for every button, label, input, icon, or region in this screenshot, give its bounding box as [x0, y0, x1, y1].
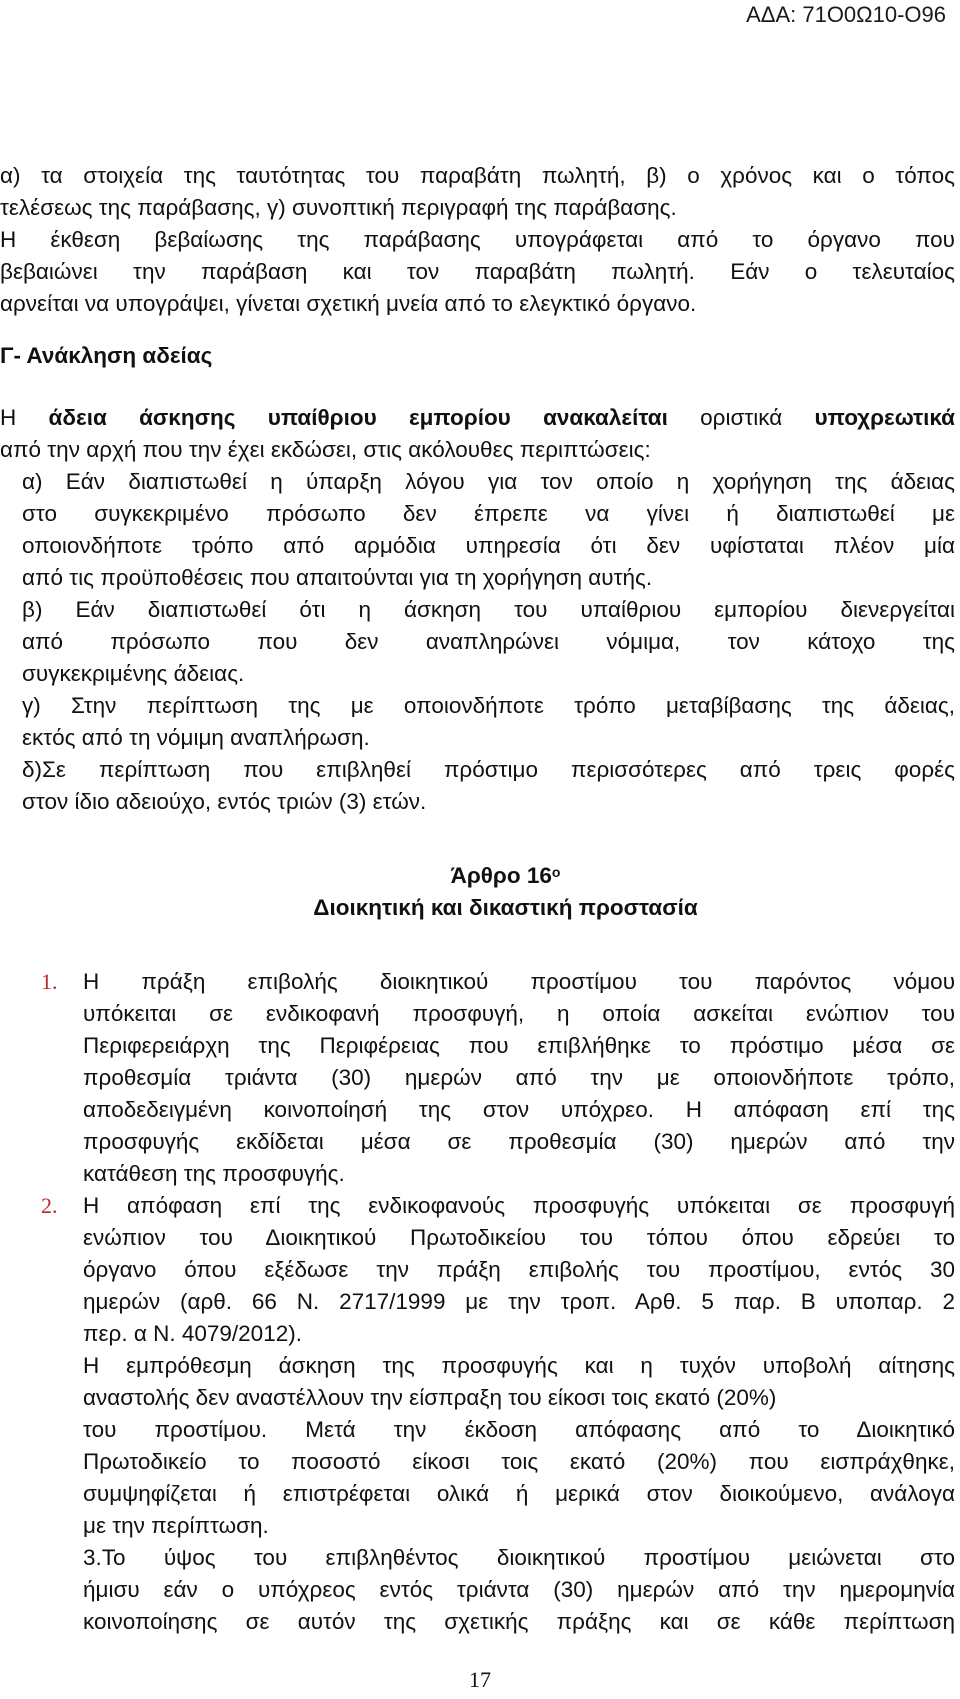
text-line: τελέσεως της παράβασης, γ) συνοπτική περιγραφή της παράβασης. — [0, 195, 677, 220]
list-item — [0, 594, 955, 690]
bold-text-run: άδεια άσκησης υπαίθριου εμπορίου ανακαλείται — [48, 405, 668, 430]
text-line: του προστίμου. Μετά την έκδοση απόφασης από το Διοικητικό — [83, 1417, 955, 1442]
text-line: προσφυγής εκδίδεται μέσα σε προθεσμία (30) ημερών από την — [83, 1129, 955, 1154]
numbered-paragraph — [0, 966, 955, 1190]
text-line: από πρόσωπο που δεν αναπληρώνει νόμιμα, τον κάτοχο της — [22, 629, 955, 654]
article-title-text: Άρθρο 16 — [450, 863, 552, 888]
text-line: οποιονδήποτε τρόπο από αρμόδια υπηρεσία ότι δεν υφίσταται πλέον μία — [22, 533, 955, 558]
section-g-paragraph — [0, 402, 955, 818]
text-line: ημερών (αρθ. 66 Ν. 2717/1999 με την τροπ. Αρθ. 5 παρ. Β υποπαρ. 2 — [83, 1289, 955, 1314]
text-line: με την περίπτωση. — [83, 1513, 269, 1538]
spacer — [0, 818, 955, 860]
list-item — [0, 466, 955, 594]
bold-text-run: υποχρεωτικά — [814, 405, 955, 430]
list-item — [0, 690, 955, 754]
text-line: 3.Το ύψος του επιβληθέντος διοικητικού προστίμου μειώνεται στο — [83, 1545, 955, 1570]
text-line: αναστολής δεν αναστέλλουν την είσπραξη του είκοσι τοις εκατό (20%) — [83, 1385, 777, 1410]
text-line: συγκεκριμένης άδειας. — [22, 661, 245, 686]
text-line: υπόκειται σε ενδικοφανή προσφυγή, η οποία ασκείται ενώπιον του — [83, 1001, 955, 1026]
text-line: συμψηφίζεται ή επιστρέφεται ολικά ή μερικά στον διοικούμενο, ανάλογα — [83, 1481, 955, 1506]
text-line: περ. α Ν. 4079/2012). — [83, 1321, 302, 1346]
text-line: Η εμπρόθεσμη άσκηση της προσφυγής και η τυχόν υποβολή αίτησης — [83, 1353, 955, 1378]
text-line: κατάθεση της προσφυγής. — [83, 1161, 345, 1186]
document-body — [0, 160, 955, 1638]
text-line: αποδεδειγμένη κοινοποίησή της στον υπόχρεο. Η απόφαση επί της — [83, 1097, 955, 1122]
paragraph-number: 1. — [41, 969, 58, 994]
text-line: Η έκθεση βεβαίωσης της παράβασης υπογράφεται από το όργανο που — [0, 227, 955, 252]
intro-paragraph — [0, 160, 955, 320]
page-number: 17 — [469, 1667, 491, 1692]
text-line: κοινοποίησης σε αυτόν της σχετικής πράξης και σε κάθε περίπτωση — [83, 1609, 955, 1634]
section-heading: Γ- Ανάκληση αδείας — [0, 343, 213, 368]
text-line: στο συγκεκριμένο πρόσωπο δεν έπρεπε να γίνει ή διαπιστωθεί με — [22, 501, 955, 526]
text-line: Περιφερειάρχη της Περιφέρειας που επιβλήθηκε το πρόστιμο μέσα σε — [83, 1033, 955, 1058]
spacer — [0, 924, 955, 966]
text-line: προθεσμία τριάντα (30) ημερών από την με οποιονδήποτε τρόπο, — [83, 1065, 955, 1090]
text-line: β) Εάν διαπιστωθεί ότι η άσκηση του υπαίθριου εμπορίου διενεργείται — [22, 597, 955, 622]
text-line: δ)Σε περίπτωση που επιβληθεί πρόστιμο περισσότερες από τρεις φορές — [22, 757, 955, 782]
text-line: βεβαιώνει την παράβαση και τον παραβάτη πωλητή. Εάν ο τελευταίος — [0, 259, 955, 284]
text-line: ενώπιον του Διοικητικού Πρωτοδικείου του τόπου όπου εδρεύει το — [83, 1225, 955, 1250]
text-line: α) Εάν διαπιστωθεί η ύπαρξη λόγου για τον οποίο η χορήγηση της άδειας — [22, 469, 955, 494]
text-run: οριστικά — [667, 405, 815, 430]
text-line: ήμισυ εάν ο υπόχρεος εντός τριάντα (30) ημερών από την ημερομηνία — [83, 1577, 955, 1602]
text-line: από την αρχή που την έχει εκδώσει, στις ακόλουθες περιπτώσεις: — [0, 437, 651, 462]
text-line: Πρωτοδικείο το ποσοστό είκοσι τοις εκατό (20%) που εισπράχθηκε, — [83, 1449, 955, 1474]
text-line: όργανο όπου εξέδωσε την πράξη επιβολής του προστίμου, εντός 30 — [83, 1257, 955, 1282]
text-line — [0, 402, 955, 434]
paragraph-number: 2. — [41, 1193, 58, 1218]
text-line: εκτός από τη νόμιμη αναπλήρωση. — [22, 725, 370, 750]
article-title — [0, 860, 955, 892]
text-line: γ) Στην περίπτωση της με οποιονδήποτε τρόπο μεταβίβασης της άδειας, — [22, 693, 955, 718]
ada-header: ΑΔΑ: 71Ο0Ω10-Ο96 — [746, 2, 946, 27]
text-line: από τις προϋποθέσεις που απαιτούνται για τη χορήγηση αυτής. — [22, 565, 653, 590]
article-subtitle: Διοικητική και δικαστική προστασία — [313, 895, 698, 920]
paragraph — [0, 1542, 955, 1638]
text-line: Η πράξη επιβολής διοικητικού προστίμου του παρόντος νόμου — [83, 969, 955, 994]
text-line: Η απόφαση επί της ενδικοφανούς προσφυγής υπόκειται σε προσφυγή — [83, 1193, 955, 1218]
list-item — [0, 754, 955, 818]
text-run: Η — [0, 405, 49, 430]
numbered-paragraph — [0, 1190, 955, 1350]
text-line: α) τα στοιχεία της ταυτότητας του παραβάτη πωλητή, β) ο χρόνος και ο τόπος — [0, 163, 955, 188]
article-title-superscript: ο — [551, 864, 561, 880]
paragraph — [0, 1350, 955, 1542]
text-line: αρνείται να υπογράψει, γίνεται σχετική μνεία από το ελεγκτικό όργανο. — [0, 291, 697, 316]
text-line: στον ίδιο αδειούχο, εντός τριών (3) ετών. — [22, 789, 427, 814]
